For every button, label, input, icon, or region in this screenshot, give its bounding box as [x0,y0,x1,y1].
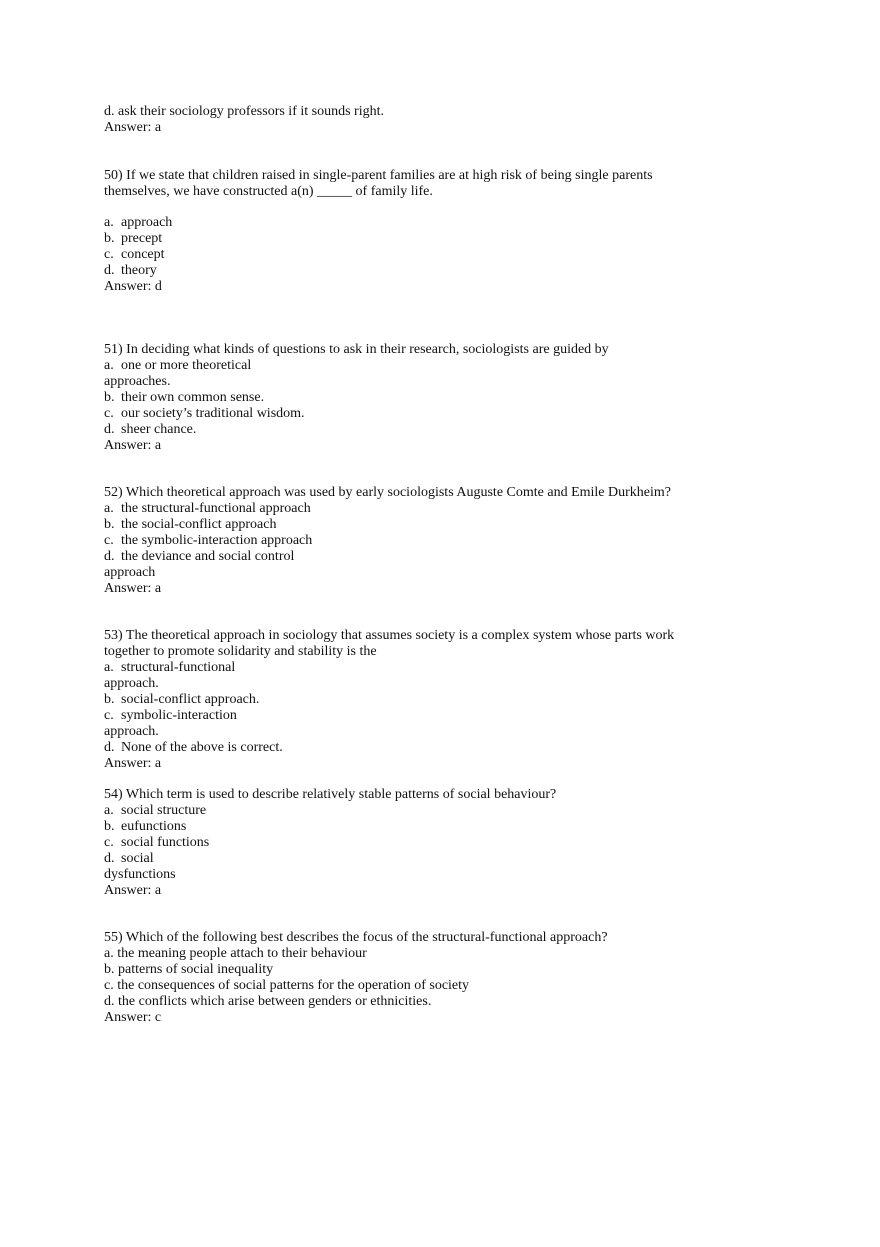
option-label: d. [104,422,115,437]
q53-option-a [104,660,235,676]
q53-answer: Answer: a [104,756,162,771]
option-text: the structural-functional approach [121,501,311,516]
q55-question: 55) Which of the following best describes the focus of the structural-functional approach? [104,930,608,945]
q51-option-d [104,422,196,438]
option-text: precept [121,231,163,246]
q53-option-d [104,740,283,756]
q55-answer: Answer: c [104,1010,162,1025]
option-text: social functions [121,835,210,850]
q51-option-a-continued: approaches. [104,374,171,389]
option-label: d. [104,263,115,278]
q52-option-b [104,517,276,533]
option-text: their own common sense. [121,390,265,405]
q54-option-d [104,851,154,867]
option-label: a. [104,215,114,230]
option-label: b. [104,390,115,405]
option-label: b. [104,517,115,532]
q53-question-line1: 53) The theoretical approach in sociology that assumes society is a complex system whose parts work [104,628,675,643]
option-text: social-conflict approach. [121,692,260,707]
option-label: c. [104,406,114,421]
q51-option-c [104,406,305,422]
option-text: the deviance and social control [121,549,295,564]
option-label: b. [104,692,115,707]
option-label: c. [104,247,114,262]
q54-option-a [104,803,206,819]
q54-option-c [104,835,209,851]
option-label: c. [104,835,114,850]
q52-option-d-continued: approach [104,565,156,580]
option-label: c. [104,708,114,723]
option-label: d. [104,851,115,866]
q53-option-c-continued: approach. [104,724,159,739]
option-text: symbolic-interaction [121,708,237,723]
q51-answer: Answer: a [104,438,162,453]
q53-question-line2: together to promote solidarity and stability is the [104,644,377,659]
q51-question: 51) In deciding what kinds of questions to ask in their research, sociologists are guided by [104,342,609,357]
q53-option-a-continued: approach. [104,676,159,691]
option-text: approach [121,215,173,230]
q50-option-b [104,231,162,247]
q53-option-c [104,708,237,724]
option-text: None of the above is correct. [121,740,283,755]
option-label: a. [104,803,114,818]
option-label: d. [104,740,115,755]
q49-answer: Answer: a [104,120,162,135]
q51-option-a [104,358,251,374]
option-text: concept [121,247,165,262]
q51-option-b [104,390,264,406]
option-text: social structure [121,803,207,818]
q52-option-c [104,533,312,549]
option-label: a. [104,660,114,675]
option-text: the social-conflict approach [121,517,277,532]
q50-option-a [104,215,172,231]
q55-option-a: a. the meaning people attach to their behaviour [104,946,367,961]
option-label: b. [104,819,115,834]
option-text: our society’s traditional wisdom. [121,406,305,421]
q50-option-d [104,263,157,279]
q53-option-b [104,692,259,708]
option-text: eufunctions [121,819,187,834]
option-label: c. [104,533,114,548]
q49-option-d: d. ask their sociology professors if it sounds right. [104,104,384,119]
q52-question: 52) Which theoretical approach was used by early sociologists Auguste Comte and Emile Durkheim? [104,485,671,500]
option-label: a. [104,501,114,516]
q50-question-line1: 50) If we state that children raised in single-parent families are at high risk of being single parents [104,168,653,183]
option-text: one or more theoretical [121,358,252,373]
q52-answer: Answer: a [104,581,162,596]
q55-option-c: c. the consequences of social patterns for the operation of society [104,978,470,993]
option-text: structural-functional [121,660,236,675]
q54-question: 54) Which term is used to describe relatively stable patterns of social behaviour? [104,787,557,802]
option-label: d. [104,549,115,564]
option-label: a. [104,358,114,373]
q50-option-c [104,247,165,263]
option-text: theory [121,263,157,278]
option-text: social [121,851,154,866]
q50-question-line2: themselves, we have constructed a(n) _____ of family life. [104,184,433,199]
q50-answer: Answer: d [104,279,162,294]
q54-option-d-continued: dysfunctions [104,867,176,882]
q54-answer: Answer: a [104,883,162,898]
option-label: b. [104,231,115,246]
option-text: sheer chance. [121,422,197,437]
q52-option-a [104,501,311,517]
q55-option-b: b. patterns of social inequality [104,962,274,977]
q55-option-d: d. the conflicts which arise between genders or ethnicities. [104,994,432,1009]
q54-option-b [104,819,186,835]
option-text: the symbolic-interaction approach [121,533,313,548]
q52-option-d [104,549,294,565]
